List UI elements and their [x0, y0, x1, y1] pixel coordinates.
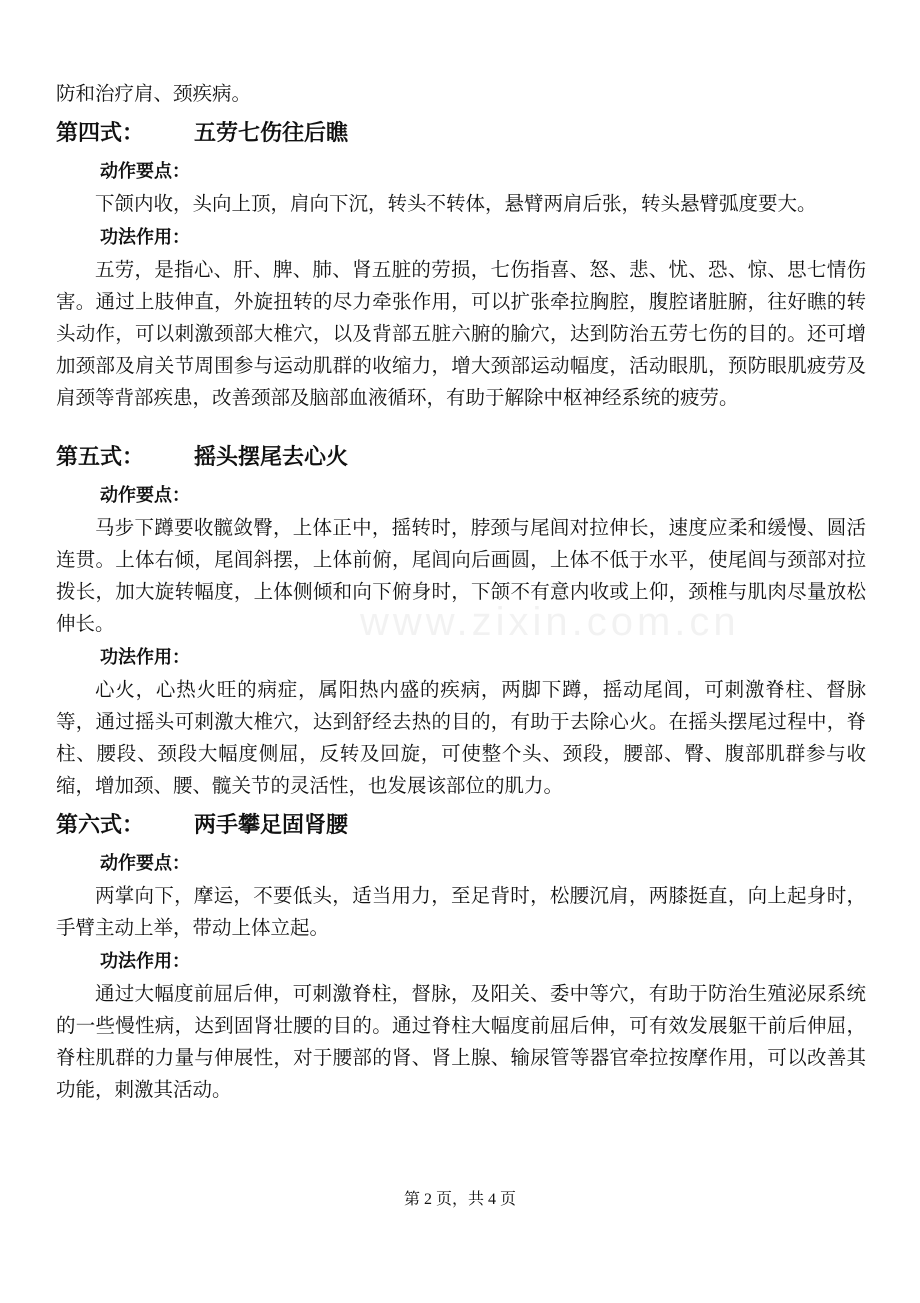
- paragraph-effect: 五劳，是指心、肝、脾、肺、肾五脏的劳损，七伤指喜、怒、悲、忧、恐、惊、思七情伤害。通过上肢伸直，外旋扭转的尽力牵张作用，可以扩张牵拉胸腔，腹腔诸脏腑，往好瞧的转头动作，可以刺激颈部大椎穴，以及背部五脏六腑的腧穴，达到防治五劳七伤的目的。还可增加颈部及肩关节周围参与运动肌群的收缩力，增大颈部运动幅度，活动眼肌，预防眼肌疲劳及肩颈等背部疾患，改善颈部及脑部血液循环，有助于解除中枢神经系统的疲劳。: [56, 258, 866, 409]
- subheading-effect: 功法作用：: [100, 227, 190, 248]
- section-number: 第六式：: [56, 813, 145, 838]
- section-heading: [56, 808, 866, 844]
- subheading-action-points: 动作要点：: [100, 161, 190, 182]
- section-title: 五劳七伤往后瞧: [194, 121, 349, 146]
- section-number: 第四式：: [56, 121, 145, 146]
- section-6: [56, 808, 866, 1106]
- section-heading: [56, 116, 866, 152]
- document-page: [56, 78, 866, 1106]
- section-title: 摇头摆尾去心火: [194, 445, 349, 470]
- subheading-action-points: 动作要点：: [100, 485, 190, 506]
- subheading-effect: 功法作用：: [100, 951, 190, 972]
- paragraph-action-points: 两掌向下，摩运，不要低头，适当用力，至足背时，松腰沉肩，两膝挺直，向上起身时，手臂主动上举，带动上体立起。: [56, 884, 866, 939]
- page-footer: 第 2 页，共 4 页: [403, 1191, 516, 1208]
- subheading-action-points: 动作要点：: [100, 853, 190, 874]
- paragraph-action-points: 下颌内收，头向上顶，肩向下沉，转头不转体，悬臂两肩后张，转头悬臂弧度要大。: [95, 192, 817, 215]
- intro-line: 防和治疗肩、颈疾病。: [56, 82, 252, 105]
- paragraph-effect: 心火，心热火旺的病症，属阳热内盛的疾病，两脚下蹲，摇动尾闾，可刺激脊柱、督脉等，通过摇头可刺激大椎穴，达到舒经去热的目的，有助于去除心火。在摇头摆尾过程中，脊柱、腰段、颈段大幅度侧屈，反转及回旋，可使整个头、颈段，腰部、臀、腹部肌群参与收缩，增加颈、腰、髋关节的灵活性，也发展该部位的肌力。: [56, 678, 866, 797]
- paragraph-action-points: 马步下蹲要收髋敛臀，上体正中，摇转时，脖颈与尾闾对拉伸长，速度应柔和缓慢、圆活连贯。上体右倾，尾闾斜摆，上体前俯，尾闾向后画圆，上体不低于水平，使尾闾与颈部对拉拨长，加大旋转幅度，上体侧倾和向下俯身时，下颌不有意内收或上仰，颈椎与肌肉尽量放松伸长。: [56, 516, 866, 635]
- paragraph-effect: 通过大幅度前屈后伸，可刺激脊柱，督脉，及阳关、委中等穴，有助于防治生殖泌尿系统的一些慢性病，达到固肾壮腰的目的。通过脊柱大幅度前屈后伸，可有效发展躯干前后伸屈，脊柱肌群的力量与伸展性，对于腰部的肾、肾上腺、输尿管等器官牵拉按摩作用，可以改善其功能，刺激其活动。: [56, 982, 866, 1101]
- section-heading: [56, 440, 866, 476]
- watermark: www.zixin.com.cn: [360, 600, 740, 644]
- section-4: [56, 116, 866, 414]
- subheading-effect: 功法作用：: [100, 647, 190, 668]
- section-5: [56, 440, 866, 802]
- section-number: 第五式：: [56, 445, 145, 470]
- section-title: 两手攀足固肾腰: [194, 813, 349, 838]
